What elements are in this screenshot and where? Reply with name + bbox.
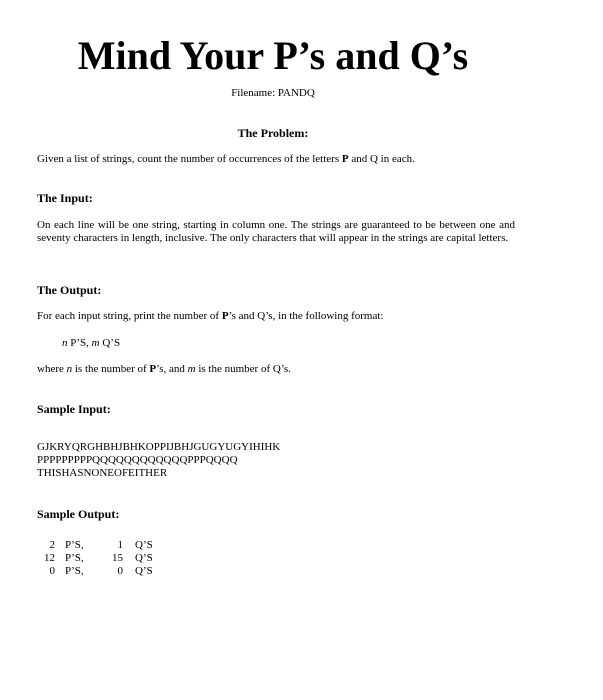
label-q: Q’S bbox=[135, 565, 153, 577]
output-where-line bbox=[37, 363, 515, 376]
count-p: 0 bbox=[49, 565, 55, 577]
problem-text-part: and Q in each. bbox=[348, 153, 415, 165]
sample-input-line: GJKRYQRGHBHJBHKOPPIJBHJGUGYUGYIHIHK bbox=[37, 441, 281, 453]
count-p: 2 bbox=[49, 539, 55, 551]
sample-input-line: THISHASNONEOFEITHER bbox=[37, 467, 168, 479]
format-m: m bbox=[91, 337, 100, 349]
count-p: 12 bbox=[44, 552, 55, 564]
sample-output-heading: Sample Output: bbox=[37, 507, 120, 521]
sample-input-line: PPPPPPPPPQQQQQQQQQQQQPPPQQQQ bbox=[37, 454, 238, 466]
where-m: m bbox=[187, 363, 196, 375]
where-p: P bbox=[149, 363, 157, 375]
where-part: ’s, and bbox=[156, 363, 188, 375]
output-text-bold: P bbox=[221, 310, 229, 322]
output-format-line bbox=[62, 337, 120, 349]
label-p: P’S, bbox=[65, 565, 84, 577]
problem-text bbox=[37, 153, 515, 166]
problem-text-part: Given a list of strings, count the number of occurrences of the letters bbox=[37, 153, 342, 165]
count-q: 0 bbox=[117, 565, 123, 577]
output-heading: The Output: bbox=[37, 283, 102, 297]
sample-input-heading: Sample Input: bbox=[37, 402, 111, 416]
format-n: n bbox=[62, 337, 68, 349]
input-heading: The Input: bbox=[37, 191, 93, 205]
where-n: n bbox=[66, 363, 73, 375]
output-text-part: For each input string, print the number of bbox=[37, 310, 222, 322]
label-q: Q’S bbox=[135, 539, 153, 551]
output-text-part: ’s and Q’s, in the following format: bbox=[228, 310, 384, 322]
format-end: Q’S bbox=[99, 337, 121, 349]
sample-output-row bbox=[37, 552, 153, 565]
sample-output-row bbox=[37, 539, 153, 552]
page-title: Mind Your P’s and Q’s bbox=[77, 33, 469, 78]
problem-heading: The Problem: bbox=[237, 126, 309, 140]
count-q: 1 bbox=[117, 539, 123, 551]
format-mid: P’S, bbox=[67, 337, 92, 349]
problem-text-bold: P bbox=[341, 153, 349, 165]
label-p: P’S, bbox=[65, 539, 84, 551]
count-q: 15 bbox=[112, 552, 123, 564]
where-part: where bbox=[37, 363, 67, 375]
where-part: is the number of bbox=[72, 363, 150, 375]
label-q: Q’S bbox=[135, 552, 153, 564]
sample-input-block bbox=[37, 441, 280, 480]
sample-output-table bbox=[37, 539, 153, 578]
where-part: is the number of Q’s. bbox=[195, 363, 291, 375]
output-text bbox=[37, 310, 515, 323]
filename-label: Filename: PANDQ bbox=[231, 87, 315, 99]
sample-output-row bbox=[37, 565, 153, 578]
label-p: P’S, bbox=[65, 552, 84, 564]
input-text: On each line will be one string, starting in column one. The strings are guaranteed to be between one and seventy characters in length, inclusive. The only characters that will appear in the strings are capital letters. bbox=[37, 219, 515, 244]
